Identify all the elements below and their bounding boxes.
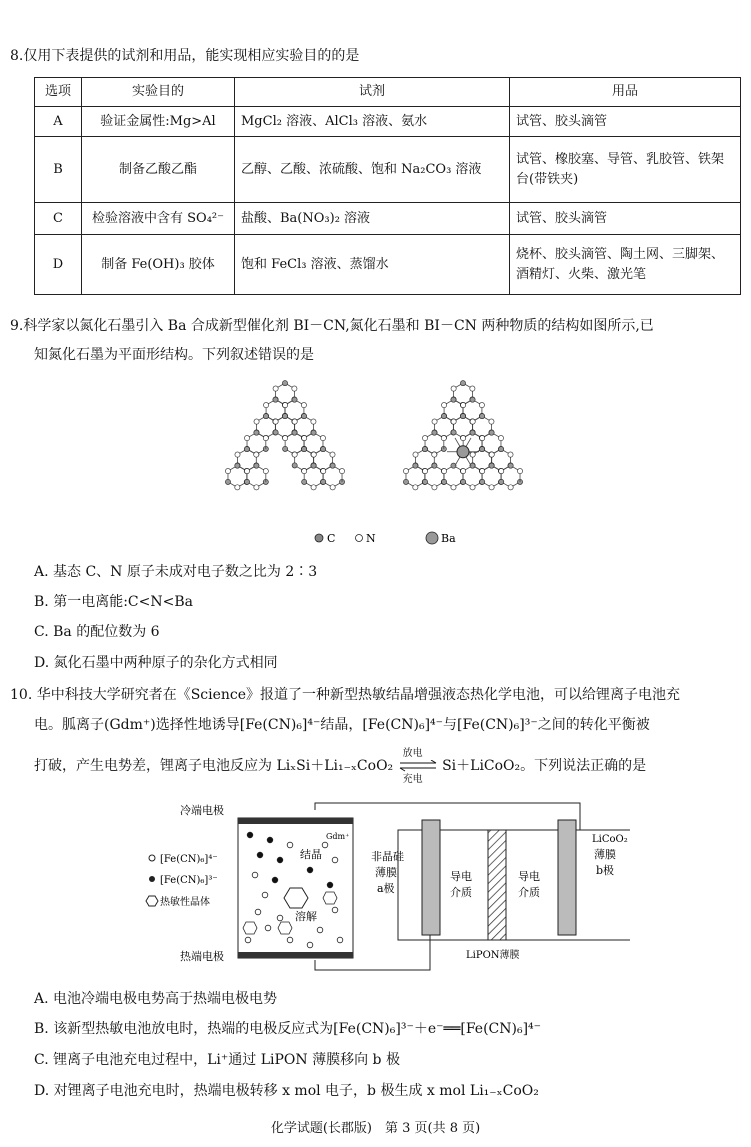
right-medium-label-2: 介质: [518, 886, 540, 899]
b-electrode-label-3: b极: [596, 864, 615, 877]
fe4-ion: [245, 937, 251, 943]
carbon-atom: [302, 479, 307, 484]
battery-reaction-right: Si＋LiCoO₂。下列说法正确的是: [442, 758, 647, 774]
nitrogen-atom: [470, 386, 475, 391]
reversible-arrow: [398, 748, 438, 785]
fe4-ion: [332, 907, 338, 913]
nitrogen-atom: [441, 402, 446, 407]
table-row: [35, 203, 741, 235]
carbon-atom: [479, 414, 484, 419]
row-reagent: 乙醇、乙酸、浓硫酸、饱和 Na₂CO₃ 溶液: [235, 137, 510, 203]
arrow-discharge-label: 放电: [402, 748, 423, 759]
nitrogen-atom: [413, 452, 418, 457]
nitrogen-atom: [283, 435, 288, 440]
carbon-atom: [403, 479, 408, 484]
table-row: [35, 235, 741, 295]
gdm-label: Gdm⁺: [326, 832, 350, 841]
q8-table: [34, 77, 741, 295]
nitrogen-atom: [413, 485, 418, 490]
q10-stem-line2: 电。胍离子(Gdm⁺)选择性地诱导[Fe(CN)₆]⁴⁻结晶，[Fe(CN)₆]⁴⁻与[Fe(CN)₆]³⁻之间的转化平衡被: [34, 717, 650, 733]
fe4-ion: [317, 927, 323, 933]
cold-electrode-plate: [238, 818, 353, 824]
carbon-atom: [413, 463, 418, 468]
nitrogen-atom: [273, 419, 278, 424]
nitrogen-atom: [470, 452, 475, 457]
table-row: [35, 107, 741, 137]
b-electrode-label-2: 薄膜: [594, 848, 616, 861]
nitrogen-atom: [311, 452, 316, 457]
carbon-atom: [254, 463, 259, 468]
a-electrode-plate: [422, 820, 440, 935]
nitrogen-atom: [441, 435, 446, 440]
carbon-atom: [273, 397, 278, 402]
legend-c-label: C: [327, 532, 336, 545]
nitrogen-atom: [461, 468, 466, 473]
nitrogen-atom: [321, 468, 326, 473]
row-items: 试管、橡胶塞、导管、乳胶管、铁架台(带铁夹): [510, 137, 741, 203]
nitrogen-atom: [330, 485, 335, 490]
carbon-atom: [461, 479, 466, 484]
wire-top: [315, 803, 580, 830]
carbon-atom: [470, 430, 475, 435]
carbon-atom: [292, 397, 297, 402]
nitrogen-atom: [311, 419, 316, 424]
small-crystal-icon: [278, 922, 292, 934]
carbon-atom: [244, 479, 249, 484]
carbon-atom: [311, 463, 316, 468]
nitrogen-atom: [254, 485, 259, 490]
nitrogen-atom: [302, 435, 307, 440]
nitrogen-atom: [283, 402, 288, 407]
carbon-atom: [480, 479, 485, 484]
nitrogen-atom: [480, 468, 485, 473]
hot-electrode-label: 热端电极: [180, 950, 224, 963]
fe4-ion: [265, 925, 271, 931]
carbon-atom: [460, 381, 465, 386]
row-reagent: MgCl₂ 溶液、AlCl₃ 溶液、氨水: [235, 107, 510, 137]
carbon-atom: [254, 430, 259, 435]
nitrogen-atom: [235, 485, 240, 490]
bi-cn-structure: [403, 381, 522, 490]
q9-option-d: D. 氮化石墨中两种原子的杂化方式相同: [34, 655, 278, 671]
cold-electrode-label: 冷端电极: [180, 804, 224, 817]
thermochemical-cell-diagram: [130, 800, 630, 985]
carbon-atom: [470, 397, 475, 402]
carbon-atom: [330, 463, 335, 468]
nitrogen-atom: [470, 419, 475, 424]
legend-n-label: N: [366, 532, 376, 545]
nitrogen-atom-legend-icon: [356, 535, 363, 542]
nitrogen-atom: [517, 468, 522, 473]
nitrogen-atom: [254, 419, 259, 424]
small-crystal-icon: [323, 892, 337, 904]
nitrogen-atom: [508, 452, 513, 457]
carbon-atom-legend-icon: [315, 534, 323, 542]
fe3-ion: [327, 882, 333, 888]
carbon-nitride-structure-figure: [200, 372, 560, 552]
fe4-ion: [337, 937, 343, 943]
page-footer: 化学试题(长郡版) 第 3 页(共 8 页): [270, 1121, 481, 1136]
fe4-ion: [307, 942, 313, 948]
fe4-ion: [255, 909, 261, 915]
nitrogen-atom: [432, 419, 437, 424]
legend-crystal-label: 热敏性晶体: [160, 897, 210, 908]
lipon-membrane: [488, 830, 506, 940]
row-purpose: 制备乙酸乙酯: [82, 137, 235, 203]
q10-option-b: B. 该新型热敏电池放电时，热端的电极反应式为[Fe(CN)₆]³⁻＋e⁻══[Fe(CN)₆]⁴⁻: [34, 1021, 542, 1037]
row-purpose: 验证金属性:Mg>Al: [82, 107, 235, 137]
carbon-atom: [235, 463, 240, 468]
q9-option-a: A. 基态 C、N 原子未成对电子数之比为 2∶3: [34, 564, 318, 580]
lipon-membrane-label: LiPON薄膜: [466, 950, 520, 961]
fe4-ion: [252, 872, 258, 878]
q8-stem: 8.仅用下表提供的试剂和用品，能实现相应实验目的的是: [10, 48, 360, 64]
fe3-ion: [267, 837, 273, 843]
left-medium-label-1: 导电: [450, 870, 472, 883]
legend-ba-label: Ba: [441, 532, 456, 545]
nitrogen-atom: [244, 435, 249, 440]
carbon-atom: [451, 397, 456, 402]
carbon-atom: [321, 479, 326, 484]
nitrogen-atom: [235, 452, 240, 457]
carbon-atom: [273, 430, 278, 435]
nitrogen-atom: [508, 485, 513, 490]
nitrogen-atom: [292, 386, 297, 391]
small-crystal-icon: [243, 922, 257, 934]
row-purpose: 检验溶液中含有 SO₄²⁻: [82, 203, 235, 235]
row-option: A: [35, 107, 82, 137]
q10-option-c: C. 锂离子电池充电过程中，Li⁺通过 LiPON 薄膜移向 b 极: [34, 1052, 400, 1068]
nitrogen-atom: [432, 452, 437, 457]
carbon-atom: [489, 430, 494, 435]
barium-atom-legend-icon: [426, 532, 438, 544]
nitrogen-atom: [254, 452, 259, 457]
nitrogen-atom: [244, 468, 249, 473]
legend-fe3-label: [Fe(CN)₆]³⁻: [160, 875, 218, 886]
nitrogen-atom: [489, 452, 494, 457]
nitrogen-atom: [339, 468, 344, 473]
table-header-row: [35, 78, 741, 107]
fe4-ion: [287, 937, 293, 943]
b-electrode-label-1: LiCoO₂: [592, 834, 628, 845]
carbon-atom: [499, 479, 504, 484]
table-row: [35, 137, 741, 203]
carbon-atom: [479, 447, 484, 452]
carbon-atom: [292, 463, 297, 468]
a-electrode-label-3: a极: [377, 882, 395, 895]
nitrogen-atom: [403, 468, 408, 473]
nitrogen-atom: [263, 468, 268, 473]
left-medium-label-2: 介质: [450, 886, 472, 899]
carbon-atom: [282, 414, 287, 419]
row-items: 试管、胶头滴管: [510, 203, 741, 235]
nitrogen-atom: [330, 452, 335, 457]
nitrogen-atom: [451, 485, 456, 490]
row-reagent: 盐酸、Ba(NO₃)₂ 溶液: [235, 203, 510, 235]
row-option: D: [35, 235, 82, 295]
a-electrode-label-2: 薄膜: [375, 866, 397, 879]
graphitic-carbon-nitride-structure: [225, 381, 344, 490]
header-option: 选项: [35, 78, 82, 107]
nitrogen-atom: [479, 402, 484, 407]
fe3-ion: [257, 852, 263, 858]
nitrogen-atom: [432, 485, 437, 490]
header-reagent: 试剂: [235, 78, 510, 107]
carbon-atom: [422, 447, 427, 452]
arrow-charge-label: 充电: [402, 774, 423, 785]
q9-option-c: C. Ba 的配位数为 6: [34, 624, 160, 640]
nitrogen-atom: [301, 402, 306, 407]
nitrogen-atom: [461, 435, 466, 440]
nitrogen-atom: [263, 435, 268, 440]
row-reagent: 饱和 FeCl₃ 溶液、蒸馏水: [235, 235, 510, 295]
fe4-ion: [287, 842, 293, 848]
nitrogen-atom: [499, 468, 504, 473]
header-items: 用品: [510, 78, 741, 107]
nitrogen-atom: [441, 468, 446, 473]
q10-stem-line3: [34, 748, 647, 785]
row-option: C: [35, 203, 82, 235]
carbon-atom: [311, 430, 316, 435]
carbon-atom: [432, 430, 437, 435]
q10-option-d: D. 对锂离子电池充电时，热端电极转移 x mol 电子，b 极生成 x mol Li₁₋ₓCoO₂: [34, 1083, 539, 1099]
crystal-legend-icon: [146, 896, 158, 906]
q9-option-b: B. 第一电离能:C<N<Ba: [34, 594, 193, 610]
nitrogen-atom: [311, 485, 316, 490]
q9-stem-line2: 知氮化石墨为平面形结构。下列叙述错误的是: [34, 347, 314, 363]
fe4-ion: [322, 842, 328, 848]
nitrogen-atom: [461, 402, 466, 407]
nitrogen-atom: [302, 468, 307, 473]
carbon-atom: [321, 447, 326, 452]
nitrogen-atom: [263, 402, 268, 407]
row-purpose: 制备 Fe(OH)₃ 胶体: [82, 235, 235, 295]
carbon-atom: [432, 463, 437, 468]
carbon-atom: [301, 447, 306, 452]
carbon-atom: [282, 381, 287, 386]
carbon-atom: [263, 414, 268, 419]
nitrogen-atom: [292, 452, 297, 457]
carbon-atom: [225, 479, 230, 484]
nitrogen-atom: [320, 435, 325, 440]
hot-electrode-plate: [238, 952, 353, 958]
carbon-atom: [499, 447, 504, 452]
nitrogen-atom: [225, 468, 230, 473]
fe3-ion: [277, 857, 283, 863]
q10-stem-line1: 10. 华中科技大学研究者在《Science》报道了一种新型热敏结晶增强液态热化学电池，可以给锂离子电池充: [10, 687, 681, 703]
dissolve-label: 溶解: [295, 910, 317, 923]
carbon-atom: [292, 430, 297, 435]
nitrogen-atom: [498, 435, 503, 440]
a-electrode-label-1: 非晶硅: [371, 850, 404, 863]
legend-fe4-label: [Fe(CN)₆]⁴⁻: [160, 854, 218, 865]
carbon-atom: [451, 430, 456, 435]
carbon-atom: [441, 414, 446, 419]
nitrogen-atom: [451, 419, 456, 424]
q10-option-a: A. 电池冷端电极电势高于热端电极电势: [34, 991, 278, 1007]
nitrogen-atom: [451, 386, 456, 391]
header-purpose: 实验目的: [82, 78, 235, 107]
fe3-ion: [307, 867, 313, 873]
row-items: 试管、胶头滴管: [510, 107, 741, 137]
carbon-atom: [244, 447, 249, 452]
carbon-atom: [301, 414, 306, 419]
fe3-legend-icon: [149, 876, 155, 882]
row-items: 烧杯、胶头滴管、陶土网、三脚架、酒精灯、火柴、激光笔: [510, 235, 741, 295]
barium-atom: [457, 446, 469, 458]
battery-reaction-left: 打破，产生电势差，锂离子电池反应为 LiₓSi＋Li₁₋ₓCoO₂: [34, 758, 394, 774]
nitrogen-atom: [422, 468, 427, 473]
nitrogen-atom: [422, 435, 427, 440]
carbon-atom: [283, 446, 288, 451]
nitrogen-atom: [489, 419, 494, 424]
nitrogen-atom: [292, 419, 297, 424]
nitrogen-atom: [489, 485, 494, 490]
carbon-atom: [422, 479, 427, 484]
nitrogen-atom: [273, 386, 278, 391]
fe3-ion: [247, 832, 253, 838]
nitrogen-atom: [480, 435, 485, 440]
carbon-atom: [441, 479, 446, 484]
carbon-atom: [460, 414, 465, 419]
carbon-atom: [489, 463, 494, 468]
crystal-label: 结晶: [300, 848, 322, 861]
q9-stem-line1: 9.科学家以氮化石墨引入 Ba 合成新型催化剂 BI－CN,氮化石墨和 BI－CN 两种物质的结构如图所示,已: [10, 318, 654, 334]
carbon-atom: [508, 463, 513, 468]
fe3-ion: [272, 877, 278, 883]
fe4-ion: [262, 892, 268, 898]
b-electrode-plate: [558, 820, 576, 935]
row-option: B: [35, 137, 82, 203]
right-medium-label-1: 导电: [518, 870, 540, 883]
fe4-ion: [332, 857, 338, 863]
fe4-legend-icon: [149, 855, 155, 861]
fe4-ion: [277, 915, 283, 921]
nitrogen-atom: [470, 485, 475, 490]
